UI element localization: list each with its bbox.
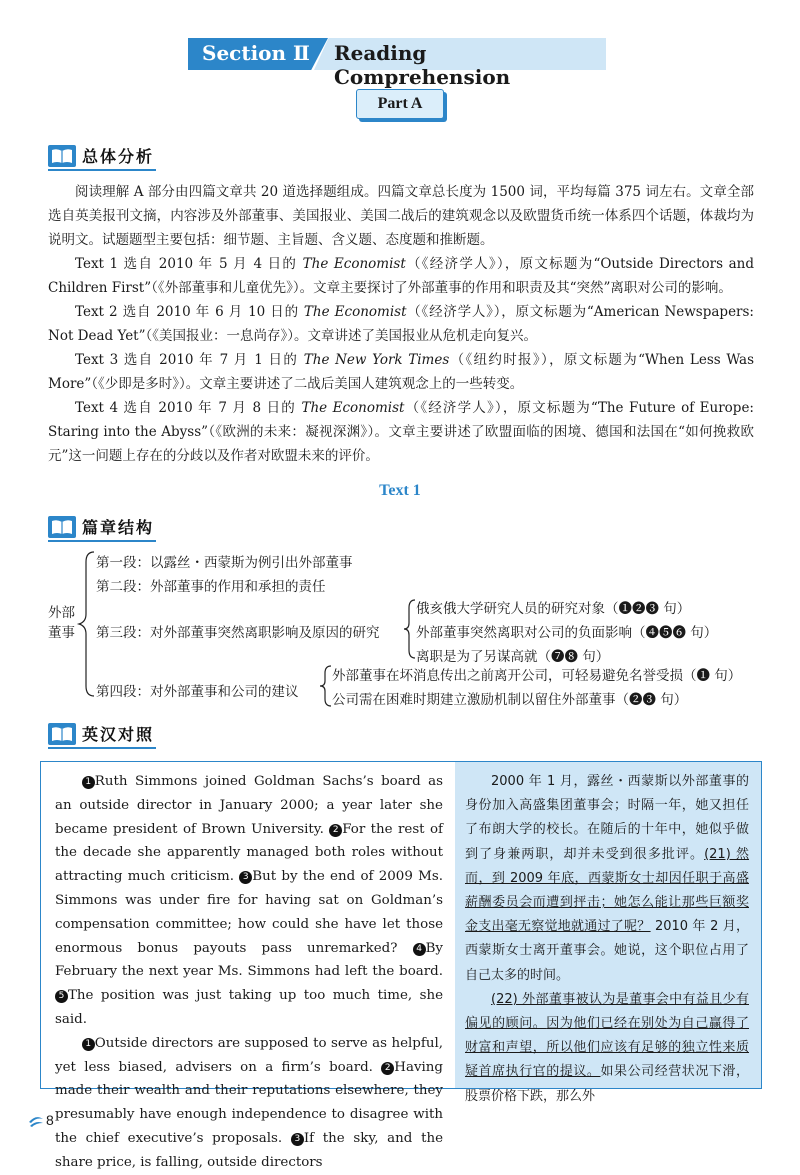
para3-point3: 离职是为了另谋高就（❼❽ 句）	[416, 649, 610, 665]
para4-point1: 外部董事在坏消息传出之前离开公司，可轻易避免名誉受损（❶ 句）	[332, 668, 742, 684]
structure-brace-main	[76, 548, 98, 708]
page-logo-icon	[28, 1114, 44, 1128]
text1-title: Text 1	[379, 482, 421, 499]
para3-point2: 外部董事突然离职对公司的负面影响（❹❺❻ 句）	[416, 625, 718, 641]
structure-para3: 第三段：对外部董事突然离职影响及原因的研究	[96, 625, 380, 641]
structure-para2: 第二段：外部董事的作用和承担的责任	[96, 579, 326, 595]
structure-heading	[48, 514, 178, 540]
book-icon	[48, 723, 76, 745]
overview-heading-text: 总体分析	[82, 147, 155, 166]
bilingual-heading	[48, 721, 178, 747]
page-number: 8	[46, 1112, 54, 1128]
english-column	[41, 762, 451, 1170]
para3-point1: 俄亥俄大学研究人员的研究对象（❶❷❸ 句）	[416, 601, 691, 617]
para4-point2: 公司需在困难时期建立激励机制以留住外部董事（❷❸ 句）	[332, 692, 688, 708]
chinese-paragraph-1: 2000 年 1 月，露丝・西蒙斯以外部董事的身份加入高盛集团董事会；时隔一年，她又担任了布朗大学的校长。在随后的十年中，她似乎做到了身兼两职，却并未受到很多批评。(21) 然而，到 2009 年底，西蒙斯女士却因任职于高盛薪酬委员会而遭到抨击；她怎么能让那些巨额奖金支出毫无察觉地就通过了呢？ 2010 年 2 月，西蒙斯女士离开董事会。她说，这个职位占用了自己太多的时间。	[465, 774, 749, 983]
english-paragraph-1: 1 Ruth Simmons joined Goldman Sachs’s board as an outside director in January 2000; a year later she became president of Brown University. 2 For the rest of the decade she apparently managed both roles without attracting much criticism. 3 But by the end of 2009 Ms. Simmons was under fire for having sat on Goldman’s compensation committee; how could she have let those enormous bonus payouts pass unremarked? 4 By February the next year Ms. Simmons had left the board. 5 The position was just taking up too much time, she said.	[55, 774, 443, 1027]
english-paragraph-2: 1 Outside directors are supposed to serve as helpful, yet less biased, advisers on a firm’s board. 2 Having made their wealth and their reputations elsewhere, they presumably have enough independence to disagree with the chief executive’s proposals. 3 If the sky, and the share price, is falling, outside directors	[55, 1035, 444, 1170]
structure-para4: 第四段：对外部董事和公司的建议	[96, 684, 299, 700]
bilingual-heading-text: 英汉对照	[82, 725, 155, 744]
chinese-paragraph-2: (22) 外部董事被认为是董事会中有益且少有偏见的顾问。因为他们已经在别处为自己赢得了财富和声望，所以他们应该有足够的独立性来质疑首席执行官的提议。如果公司经营状况下滑，股票价格下跌，那么外	[465, 991, 749, 1104]
overview-text1: Text 1 选自 2010 年 5 月 4 日的 The Economist（《经济学人》），原文标题为“Outside Directors and Children First”（《外部董事和儿童优先》）。文章主要探讨了外部董事的作用和职责及其“突然”离职对公司的影响。	[48, 256, 754, 296]
book-icon	[48, 145, 76, 167]
part-label: Part A	[356, 89, 444, 119]
chinese-column	[455, 762, 761, 1104]
book-icon	[48, 516, 76, 538]
section-title: Reading Comprehension	[334, 41, 511, 89]
structure-para1: 第一段：以露丝・西蒙斯为例引出外部董事	[96, 555, 353, 571]
overview-text3: Text 3 选自 2010 年 7 月 1 日的 The New York Times（《纽约时报》），原文标题为“When Less Was More”（《少即是多时》）。文章主要讲述了二战后美国人建筑观念上的一些转变。	[48, 352, 754, 392]
overview-text4: Text 4 选自 2010 年 7 月 8 日的 The Economist（《经济学人》），原文标题为“The Future of Europe: Staring into the Abyss”（《欧洲的未来：凝视深渊》）。文章主要讲述了欧盟面临的困境、德国和法国在“如何挽救欧元”这一问题上存在的分歧以及作者对欧盟未来的评价。	[48, 400, 754, 464]
section-banner	[188, 38, 606, 89]
overview-heading	[48, 143, 178, 169]
section-label: Section Ⅱ	[202, 41, 310, 65]
structure-heading-text: 篇章结构	[82, 518, 155, 537]
structure-root: 外部董事	[48, 605, 75, 641]
overview-body	[48, 180, 754, 468]
overview-paragraph: 阅读理解 A 部分由四篇文章共 20 道选择题组成。四篇文章总长度为 1500 词，平均每篇 375 词左右。文章全部选自英美报刊文摘，内容涉及外部董事、美国报业、美国二战后的建筑观念以及欧盟货币统一体系四个话题，体裁均为说明文。试题题型主要包括：细节题、主旨题、含义题、态度题和推断题。	[48, 184, 754, 248]
bilingual-panel	[40, 761, 762, 1170]
overview-text2: Text 2 选自 2010 年 6 月 10 日的 The Economist（《经济学人》），原文标题为“American Newspapers: Not Dead Yet”（《美国报业：一息尚存》）。文章讲述了美国报业从危机走向复兴。	[48, 304, 754, 344]
